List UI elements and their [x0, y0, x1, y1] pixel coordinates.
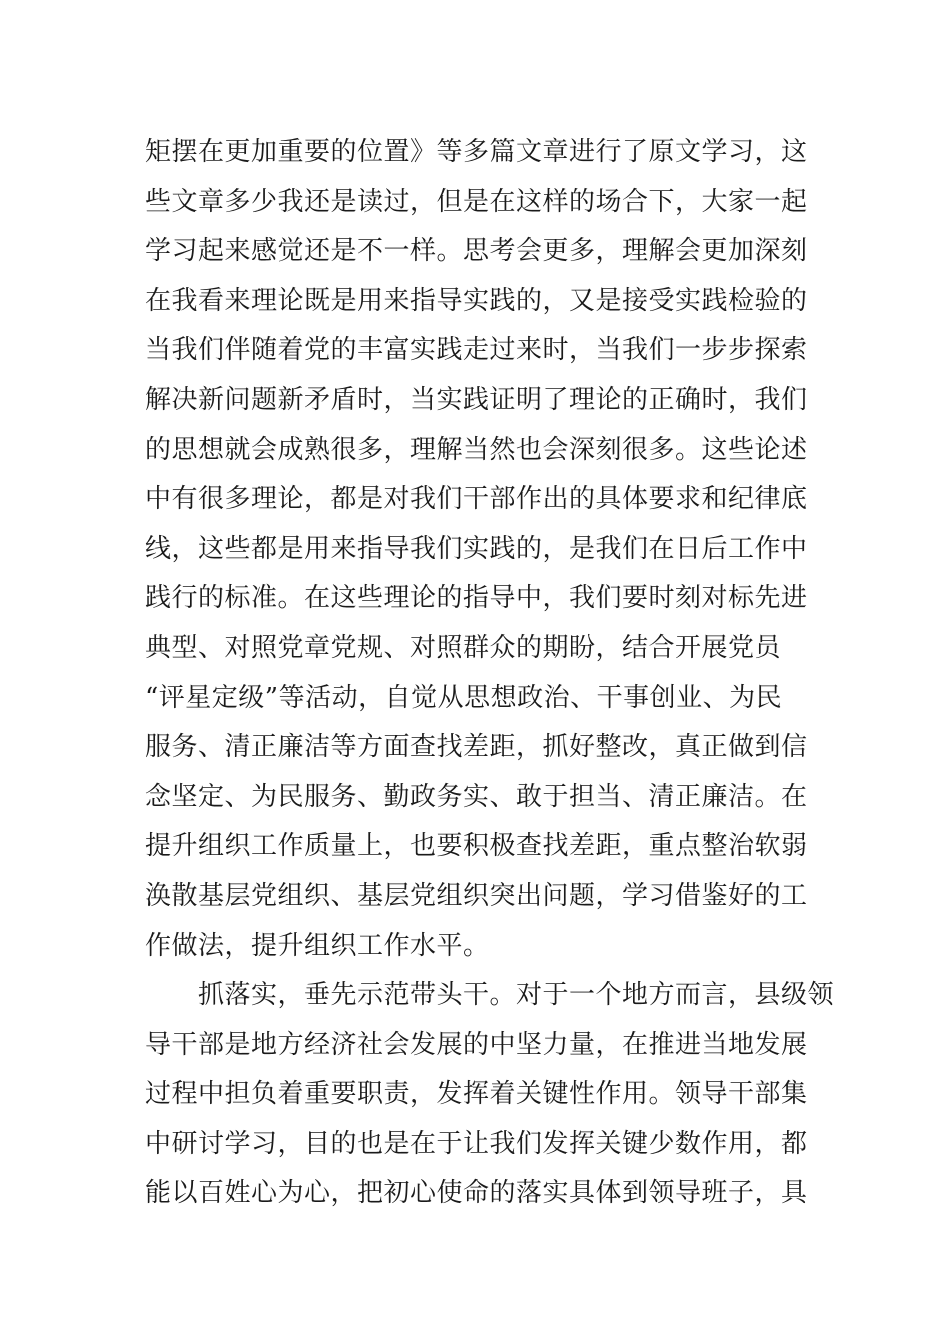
text-line: 些文章多少我还是读过，但是在这样的场合下，大家一起 [145, 186, 808, 217]
text-line: 中研讨学习，目的也是在于让我们发挥关键少数作用，都 [145, 1128, 808, 1159]
text-line: 提升组织工作质量上，也要积极查找差距，重点整治软弱 [145, 831, 808, 862]
text-line: 涣散基层党组织、基层党组织突出问题，学习借鉴好的工 [145, 880, 808, 911]
text-line: “评星定级”等活动，自觉从思想政治、干事创业、为民 [145, 682, 783, 713]
text-line: 能以百姓心为心，把初心使命的落实具体到领导班子，具 [145, 1178, 808, 1209]
text-line: 服务、清正廉洁等方面查找差距，抓好整改，真正做到信 [145, 732, 808, 763]
text-line: 抓落实，垂先示范带头干。对于一个地方而言，县级领 [145, 980, 835, 1011]
text-line: 践行的标准。在这些理论的指导中，我们要时刻对标先进 [145, 583, 808, 614]
text-line: 当我们伴随着党的丰富实践走过来时，当我们一步步探索 [145, 335, 808, 366]
body-text [145, 128, 835, 1219]
text-line: 学习起来感觉还是不一样。思考会更多，理解会更加深刻 [145, 236, 808, 267]
text-line: 导干部是地方经济社会发展的中坚力量，在推进当地发展 [145, 1029, 808, 1060]
text-line: 过程中担负着重要职责，发挥着关键性作用。领导干部集 [145, 1079, 808, 1110]
text-line: 在我看来理论既是用来指导实践的，又是接受实践检验的 [145, 285, 808, 316]
text-line: 典型、对照党章党规、对照群众的期盼，结合开展党员 [145, 632, 782, 663]
text-line: 矩摆在更加重要的位置》等多篇文章进行了原文学习，这 [145, 137, 808, 167]
text-line: 的思想就会成熟很多，理解当然也会深刻很多。这些论述 [145, 434, 808, 465]
text-line: 中有很多理论，都是对我们干部作出的具体要求和纪律底 [145, 484, 808, 515]
text-line: 解决新问题新矛盾时，当实践证明了理论的正确时，我们 [145, 384, 808, 415]
text-line: 念坚定、为民服务、勤政务实、敢于担当、清正廉洁。在 [145, 781, 808, 812]
text-line: 线，这些都是用来指导我们实践的，是我们在日后工作中 [145, 533, 808, 564]
text-line: 作做法，提升组织工作水平。 [145, 930, 490, 961]
